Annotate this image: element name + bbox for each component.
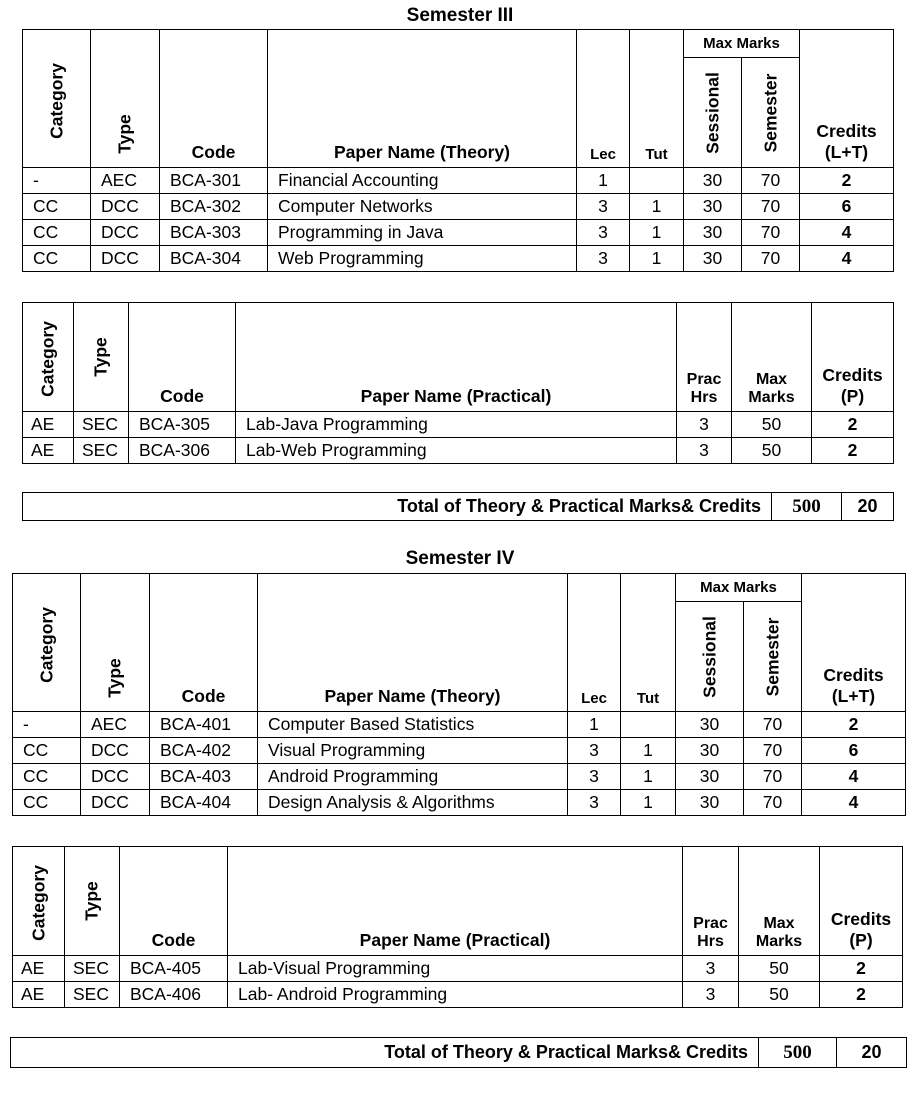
total-label: Total of Theory & Practical Marks& Credits [11,1038,759,1068]
table-row: - AEC BCA-301 Financial Accounting 1 30 70 2 [23,168,894,194]
header-type: Type [65,847,120,956]
header-category: Category [23,303,74,412]
header-category: Category [23,30,91,168]
header-credits: Credits (P) [820,847,903,956]
header-tut: Tut [630,30,684,168]
header-prac-hrs: Prac Hrs [683,847,739,956]
header-code: Code [129,303,236,412]
header-tut: Tut [621,574,676,712]
header-sessional: Sessional [676,602,744,712]
header-credits: Credits (P) [812,303,894,412]
header-max-marks: Max Marks [684,30,800,58]
header-type: Type [81,574,150,712]
total-marks: 500 [772,493,842,521]
semester-3-title: Semester III [406,5,514,26]
header-credits: Credits (L+T) [800,30,894,168]
header-paper-name: Paper Name (Theory) [268,30,577,168]
table-row: CC DCC BCA-403 Android Programming 3 1 30 70 4 [13,764,906,790]
table-row: CC DCC BCA-302 Computer Networks 3 1 30 70 6 [23,194,894,220]
total-label: Total of Theory & Practical Marks& Credits [23,493,772,521]
table-row: CC DCC BCA-303 Programming in Java 3 1 30 70 4 [23,220,894,246]
header-lec: Lec [577,30,630,168]
sem4-total-table [10,1037,907,1068]
header-max-marks: Max Marks [739,847,820,956]
header-paper-name: Paper Name (Theory) [258,574,568,712]
header-type: Type [91,30,160,168]
table-row: AE SEC BCA-306 Lab-Web Programming 3 50 2 [23,438,894,464]
total-credits: 20 [842,493,894,521]
total-credits: 20 [837,1038,907,1068]
semester-4-title: Semester IV [405,548,515,569]
table-row: AE SEC BCA-406 Lab- Android Programming 3 50 2 [13,982,903,1008]
table-row: AE SEC BCA-405 Lab-Visual Programming 3 50 2 [13,956,903,982]
header-prac-hrs: Prac Hrs [677,303,732,412]
header-sessional: Sessional [684,58,742,168]
header-type: Type [74,303,129,412]
sem3-theory-table [22,29,894,272]
header-code: Code [120,847,228,956]
header-category: Category [13,574,81,712]
sem4-practical-table [12,846,903,1008]
header-lec: Lec [568,574,621,712]
sem3-practical-table [22,302,894,464]
header-code: Code [150,574,258,712]
header-paper-name: Paper Name (Practical) [236,303,677,412]
sem3-total-table [22,492,894,521]
table-row: CC DCC BCA-402 Visual Programming 3 1 30 70 6 [13,738,906,764]
header-semester: Semester [744,602,802,712]
header-paper-name: Paper Name (Practical) [228,847,683,956]
table-row: AE SEC BCA-305 Lab-Java Programming 3 50 2 [23,412,894,438]
header-semester: Semester [742,58,800,168]
total-marks: 500 [759,1038,837,1068]
table-row: - AEC BCA-401 Computer Based Statistics 1 30 70 2 [13,712,906,738]
header-max-marks: Max Marks [732,303,812,412]
header-category: Category [13,847,65,956]
header-max-marks: Max Marks [676,574,802,602]
sem4-theory-table [12,573,906,816]
table-row: CC DCC BCA-404 Design Analysis & Algorithms 3 1 30 70 4 [13,790,906,816]
header-credits: Credits (L+T) [802,574,906,712]
header-code: Code [160,30,268,168]
table-row: CC DCC BCA-304 Web Programming 3 1 30 70 4 [23,246,894,272]
